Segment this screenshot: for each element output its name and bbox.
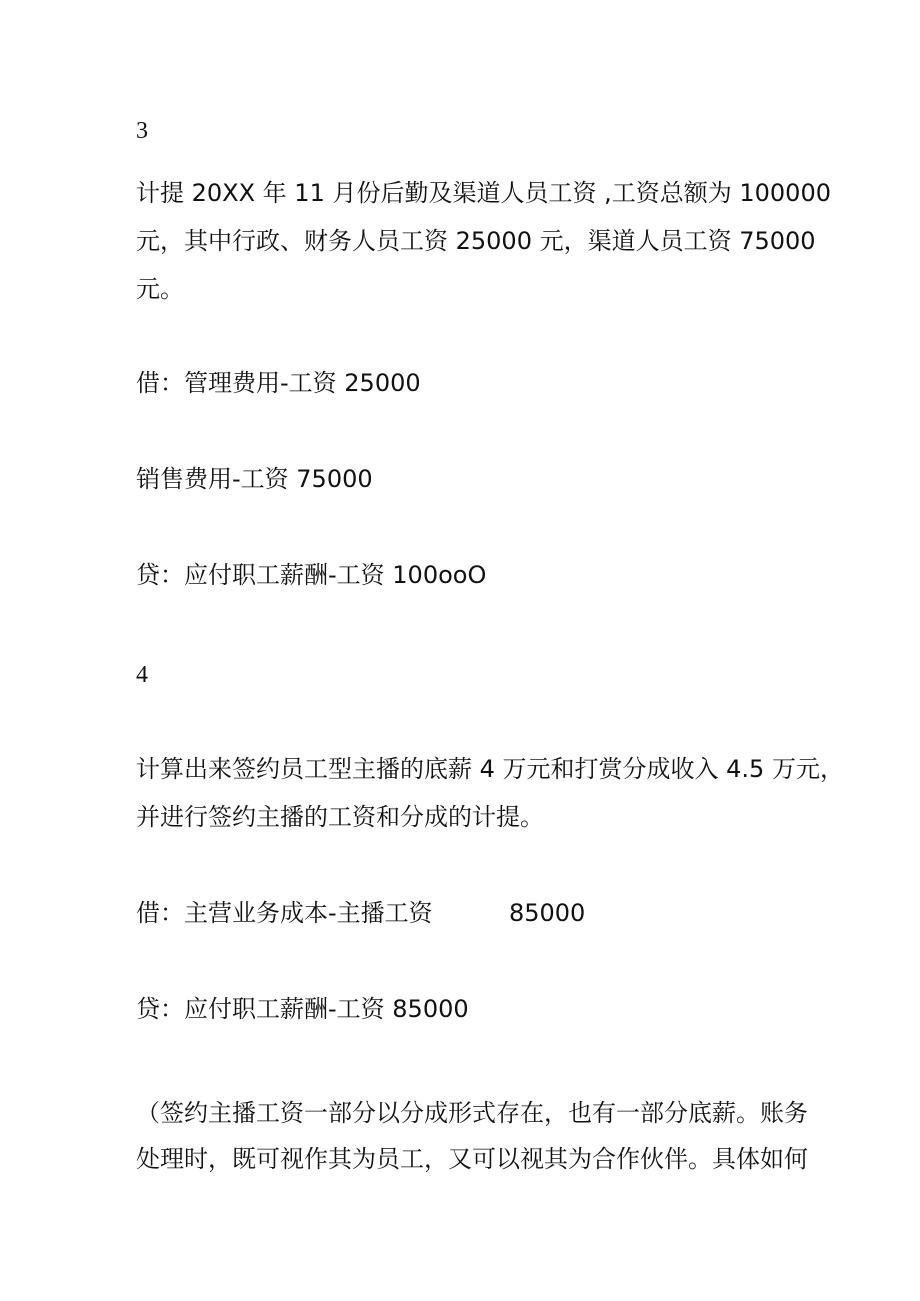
section-3-text-line-1: 计提 20XX 年 11 月份后勤及渠道人员工资 ,工资总额为 100000 — [136, 179, 831, 207]
journal-entry-2-credit: 贷：应付职工薪酬-工资 85000 — [136, 995, 469, 1023]
journal-entry-1-credit: 贷：应付职工薪酬-工资 100ooO — [136, 561, 487, 589]
section-4-text-line-1: 计算出来签约员工型主播的底薪 4 万元和打赏分成收入 4.5 万元， — [136, 755, 844, 783]
section-3-text-line-2: 元，其中行政、财务人员工资 25000 元，渠道人员工资 75000 — [136, 227, 816, 255]
section-3-text-line-3: 元。 — [136, 275, 184, 303]
journal-entry-2-debit: 借：主营业务成本-主播工资 85000 — [136, 899, 586, 927]
journal-entry-1-debit-admin: 借：管理费用-工资 25000 — [136, 369, 421, 397]
note-text-line-1: （签约主播工资一部分以分成形式存在，也有一部分底薪。账务 — [136, 1099, 808, 1127]
journal-entry-1-debit-sales: 销售费用-工资 75000 — [136, 465, 373, 493]
note-text-line-2: 处理时，既可视作其为员工，又可以视其为合作伙伴。具体如何 — [136, 1145, 808, 1173]
section-number-4: 4 — [136, 662, 148, 688]
section-4-text-line-2: 并进行签约主播的工资和分成的计提。 — [136, 803, 544, 831]
section-number-3: 3 — [136, 118, 148, 144]
